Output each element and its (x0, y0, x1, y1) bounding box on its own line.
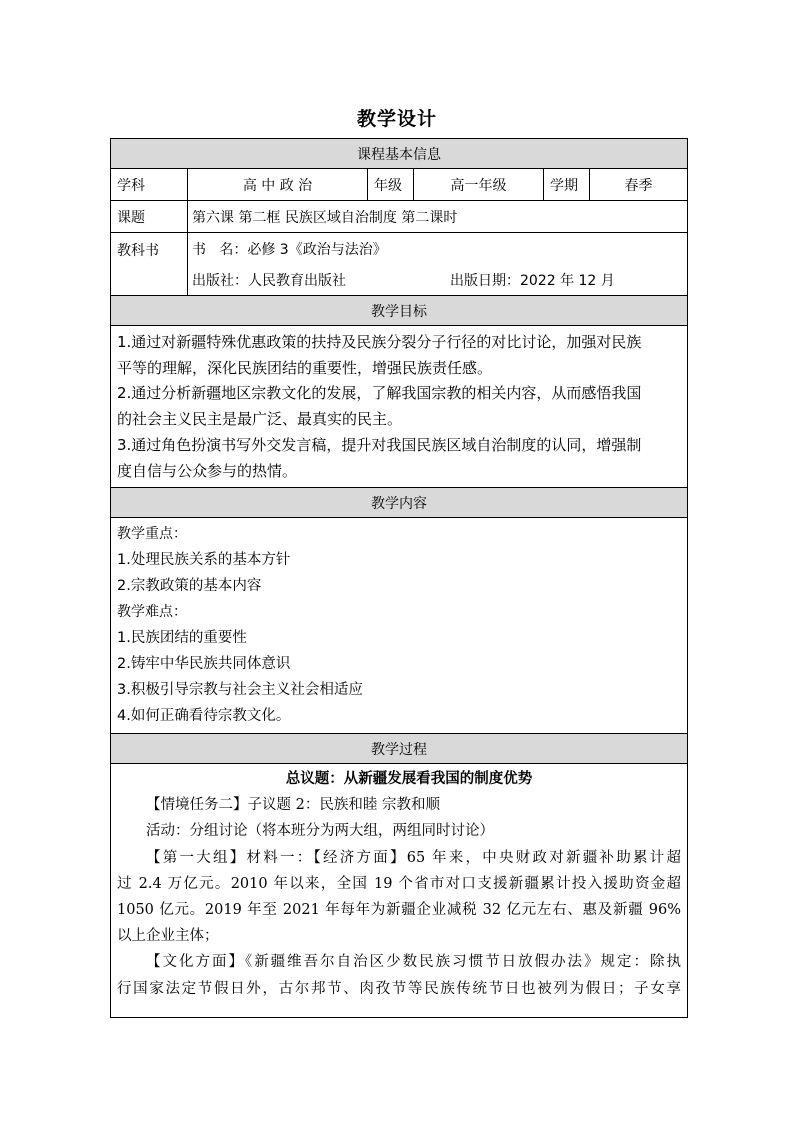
row-topic (110, 200, 688, 232)
content-line: 2.铸牢中华民族共同体意识 (117, 656, 291, 672)
document-title: 教学设计 (356, 108, 437, 130)
objective-line: 的社会主义民主是最广泛、最真实的民主。 (117, 410, 403, 429)
term-value: 春季 (624, 177, 653, 194)
section-header-course-info: 课程基本信息 (110, 138, 688, 168)
content-line: 3.积极引导宗教与社会主义社会相适应 (117, 682, 363, 698)
process-para-line: 1050 亿元。2019 年至 2021 年每年为新疆企业减税 32 亿元左右、惠及新疆 96% (117, 902, 681, 919)
publisher-row (192, 270, 687, 290)
publish-date: 出版日期：2022 年 12 月 (450, 272, 615, 289)
term-label: 学期 (544, 169, 590, 200)
textbook-label: 教科书 (111, 233, 188, 295)
process-para-line: 过 2.4 万亿元。2010 年以来，全国 19 个省市对口支援新疆累计投入援助资金超 (117, 875, 681, 892)
lesson-plan-table (110, 138, 688, 1018)
subject-label: 学科 (111, 169, 188, 200)
book-name: 书 名：必修 3《政治与法治》 (192, 241, 387, 258)
content-line: 教学重点： (117, 526, 187, 542)
objective-line: 度自信与公众参与的热情。 (117, 461, 298, 480)
sub-topic: 【情境任务二】子议题 2：民族和睦 宗教和顺 (146, 797, 440, 814)
objectives-body (110, 325, 688, 487)
section-header-objectives: 教学目标 (110, 295, 688, 325)
process-body (110, 763, 688, 1018)
content-line: 1.民族团结的重要性 (117, 630, 247, 646)
publisher: 出版社：人民教育出版社 (192, 272, 346, 289)
activity: 活动：分组讨论（将本班分为两大组，两组同时讨论） (146, 823, 494, 840)
process-para-line: 【第一大组】材料一：【经济方面】65 年来，中央财政对新疆补助累计超 (146, 849, 681, 866)
objective-line: 1.通过对新疆特殊优惠政策的扶持及民族分裂分子行径的对比讨论，加强对民族 (117, 333, 642, 351)
grade-label: 年级 (368, 169, 414, 200)
main-topic: 总议题：从新疆发展看我国的制度优势 (285, 770, 533, 787)
objective-line: 3.通过角色扮演书写外交发言稿，提升对我国民族区域自治制度的认同，增强制 (117, 435, 642, 454)
topic-value: 第六课 第二框 民族区域自治制度 第二课时 (192, 209, 458, 226)
section-header-process: 教学过程 (110, 733, 688, 763)
objective-line: 平等的理解，深化民族团结的重要性，增强民族责任感。 (117, 358, 493, 377)
content-line: 1.处理民族关系的基本方针 (117, 552, 291, 568)
content-line: 2.宗教政策的基本内容 (117, 578, 262, 594)
content-body (110, 517, 688, 733)
row-subject (110, 168, 688, 200)
textbook-info (188, 233, 687, 295)
process-para-line: 以上企业主体； (117, 928, 219, 945)
subject-value: 高 中 政 治 (188, 169, 368, 200)
process-para-line: 行国家法定节假日外，古尔邦节、肉孜节等民族传统节日也被列为假日；子女享 (117, 980, 681, 997)
content-line: 教学难点： (117, 604, 187, 620)
content-line: 4.如何正确看待宗教文化。 (117, 708, 291, 724)
section-header-content: 教学内容 (110, 487, 688, 517)
objective-line: 2.通过分析新疆地区宗教文化的发展，了解我国宗教的相关内容，从而感悟我国 (117, 384, 642, 403)
row-textbook (110, 232, 688, 295)
topic-label: 课题 (111, 201, 188, 232)
process-para-line: 【文化方面】《新疆维吾尔自治区少数民族习惯节日放假办法》规定：除执 (146, 954, 681, 971)
grade-value: 高一年级 (414, 169, 544, 200)
